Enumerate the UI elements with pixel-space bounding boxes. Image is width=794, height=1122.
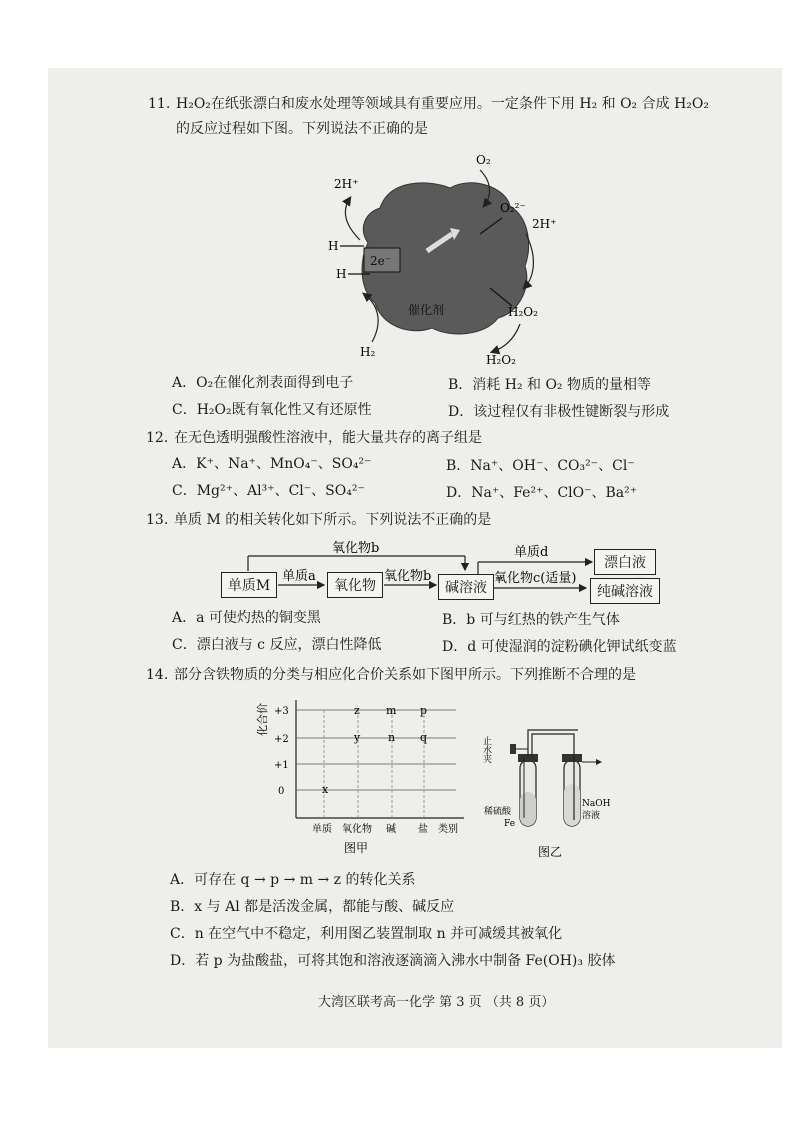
oxide-c-label: 氧化物c(适量) [494,571,577,586]
q12-option-a: A．K⁺、Na⁺、MnO₄⁻、SO₄²⁻ [172,456,372,472]
page-footer: 大湾区联考高一化学 第 3 页 （共 8 页） [318,995,555,1010]
figure-a-ylabel: 化合价 [256,703,269,736]
oxide-b-upper-label: 氧化物b [332,541,380,556]
q12-option-d: D．Na⁺、Fe²⁺、ClO⁻、Ba²⁺ [446,485,638,501]
xtick-oxide: 氧化物 [342,824,372,835]
point-n: n [388,731,396,744]
box-alkali-solution: 碱溶液 [438,574,494,600]
q13-option-d: D．d 可使湿润的淀粉碘化钾试纸变蓝 [442,639,677,655]
electrons-label: 2e⁻ [370,254,392,268]
q12-stem: 在无色透明强酸性溶液中，能大量共存的离子组是 [174,430,482,446]
solution-label: 溶液 [582,811,601,821]
q12-option-b: B．Na⁺、OH⁻、CO₃²⁻、Cl⁻ [446,458,635,474]
ytick-plus2: +2 [274,734,289,745]
h2o2-right-label: H₂O₂ [508,305,538,319]
q14-number: 14. [146,667,169,683]
figure-a-caption: 图甲 [344,841,369,855]
element-a-label: 单质a [282,569,316,584]
q11-option-c: C．H₂O₂既有氧化性又有还原性 [172,402,372,418]
q14-option-b: B．x 与 Al 都是活泼金属，都能与酸、碱反应 [170,899,455,915]
q11-option-d: D．该过程仅有非极性键断裂与形成 [448,404,670,420]
q13-option-a: A．a 可使灼热的铜变黑 [172,610,321,626]
q14-option-a: A．可存在 q → p → m → z 的转化关系 [170,872,416,888]
o2-top-label: O₂ [476,153,491,167]
figure-a-chart [252,696,472,856]
h-plus-right-label: 2H⁺ [532,217,557,231]
q13-option-b: B．b 可与红热的铁产生气体 [442,612,620,628]
box-element-m: 单质M [221,572,277,598]
element-d-label: 单质d [514,545,549,560]
xtick-salt: 盐 [418,824,428,835]
oxide-b-lower-label: 氧化物b [384,569,432,584]
box-soda-solution: 纯碱溶液 [590,578,660,604]
q13-stem: 单质 M 的相关转化如下所示。下列说法不正确的是 [174,512,492,528]
h-top-label: H [328,239,339,253]
ytick-plus1: +1 [274,760,289,771]
catalyst-label: 催化剂 [408,303,445,317]
q11-number: 11. [148,96,171,112]
acid-label: 稀硫酸 [484,807,512,817]
q11-option-b: B．消耗 H₂ 和 O₂ 物质的量相等 [448,377,651,393]
h-plus-left-label: 2H⁺ [334,177,359,191]
fe-label: Fe [504,819,516,829]
box-oxide: 氧化物 [327,572,383,598]
point-z: z [354,704,360,717]
point-m: m [386,704,397,717]
h-bottom-label: H [336,267,347,281]
h2o2-bottom-label: H₂O₂ [486,353,516,367]
o2-minus-label: O₂²⁻ [500,201,526,215]
figure-b-apparatus [481,722,614,862]
q11-stem-line2: 的反应过程如下图。下列说法不正确的是 [176,121,428,137]
q12-number: 12. [146,430,169,446]
q14-stem: 部分含铁物质的分类与相应化合价关系如下图甲所示。下列推断不合理的是 [174,667,636,683]
q11-option-a: A．O₂在催化剂表面得到电子 [172,375,354,391]
q12-option-c: C．Mg²⁺、Al³⁺、Cl⁻、SO₄²⁻ [172,483,365,499]
q14-option-d: D．若 p 为盐酸盐，可将其饱和溶液逐滴滴入沸水中制备 Fe(OH)₃ 胶体 [170,953,616,969]
point-p: p [420,704,428,717]
figure-b-caption: 图乙 [538,845,563,859]
ytick-plus3: +3 [274,706,289,717]
clamp-label: 止水夹 [481,736,491,763]
q14-option-c: C．n 在空气中不稳定，利用图乙装置制取 n 并可减缓其被氧化 [170,926,563,942]
xtick-base: 碱 [386,824,396,835]
q13-number: 13. [146,512,169,528]
h2-label: H₂ [360,345,376,359]
xtick-element: 单质 [312,824,332,835]
naoh-label: NaOH [582,799,611,809]
q13-option-c: C．漂白液与 c 反应，漂白性降低 [172,637,382,653]
q11-stem-line1: H₂O₂在纸张漂白和废水处理等领域具有重要应用。一定条件下用 H₂ 和 O₂ 合成 H₂O₂ [176,96,709,112]
point-q: q [420,731,428,744]
point-x: x [322,783,329,796]
catalyst-diagram [320,148,580,370]
figure-a-xlabel: 类别 [438,824,458,835]
point-y: y [354,731,361,744]
box-bleach: 漂白液 [594,549,656,575]
ytick-zero: 0 [278,786,285,797]
